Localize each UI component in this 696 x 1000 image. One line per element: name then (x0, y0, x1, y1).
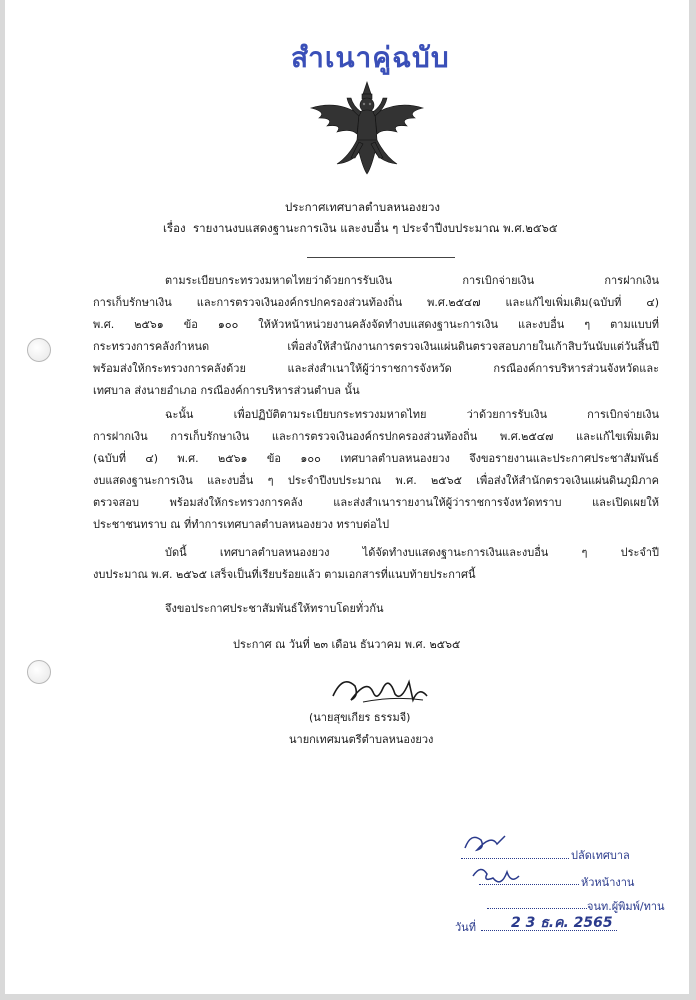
document-page (5, 0, 689, 994)
garuda-emblem-icon (297, 78, 437, 178)
approval-role-1: ปลัดเทศบาล (571, 849, 630, 862)
approval-line-2 (479, 884, 579, 885)
approval-role-2: หัวหน้างาน (581, 876, 635, 889)
paragraph-2 (93, 404, 659, 536)
announcement-title: ประกาศเทศบาลตำบลหนองยวง (285, 200, 441, 214)
paragraph-3 (93, 542, 659, 586)
approval-role-3: จนท.ผู้พิมพ์/ทาน (587, 900, 665, 913)
approval-initial-1 (461, 826, 531, 856)
para2-line: ตรวจสอบ พร้อมส่งให้กระทรวงการคลัง และส่งสำเนารายงานให้ผู้ว่าราชการจังหวัดทราบ และเปิดเผยให้ (93, 496, 659, 509)
approval-date-label: วันที่ (455, 921, 476, 934)
para1-line: พ.ศ. ๒๕๖๑ ข้อ ๑๐๐ ให้หัวหน้าหน่วยงานคลังจัดทำงบแสดงฐานะการเงิน และงบอื่น ๆ ตามแบบที่ (93, 318, 659, 331)
para1-line: กระทรวงการคลังกำหนด เพื่อส่งให้สำนักงานการตรวจเงินแผ่นดินตรวจสอบภายในเก้าสิบวันนับแต่วันสิ้นปี (93, 340, 659, 353)
paragraph-1 (93, 270, 659, 402)
punch-hole-bottom (27, 660, 51, 684)
para1-line: พร้อมส่งให้กระทรวงการคลังด้วย และส่งสำเนาให้ผู้ว่าราชการจังหวัด กรณีองค์การบริหารส่วนจังหวัดและ (93, 362, 659, 375)
approval-initial-2 (467, 858, 547, 892)
signer-position: นายกเทศมนตรีตำบลหนองยวง (289, 733, 434, 746)
para1-line: การเก็บรักษาเงิน และการตรวจเงินองค์กรปกครองส่วนท้องถิ่น พ.ศ.๒๕๔๗ และแก้ไขเพิ่มเติม(ฉบับที่ ๔) (93, 296, 659, 309)
copy-stamp: สำเนาคู่ฉบับ (291, 41, 450, 74)
title-divider (307, 257, 455, 258)
date-line: ประกาศ ณ วันที่ ๒๓ เดือน ธันวาคม พ.ศ. ๒๕๖๕ (233, 638, 461, 651)
para1-line: เทศบาล ส่งนายอำเภอ กรณีองค์การบริหารส่วนตำบล นั้น (93, 384, 360, 397)
subject-label: เรื่อง (163, 221, 186, 235)
para1-line: ตามระเบียบกระทรวงมหาดไทยว่าด้วยการรับเงิน การเบิกจ่ายเงิน การฝากเงิน (165, 274, 659, 287)
signer-name: (นายสุขเกียร ธรรมจี) (309, 711, 411, 724)
para3-line: บัดนี้ เทศบาลตำบลหนองยวง ได้จัดทำงบแสดงฐานะการเงินและงบอื่น ๆ ประจำปี (165, 546, 659, 559)
para2-line: การฝากเงิน การเก็บรักษาเงิน และการตรวจเงินองค์กรปกครองส่วนท้องถิ่น พ.ศ.๒๕๔๗ และแก้ไขเพิ่มเติม (93, 430, 659, 443)
punch-hole-top (27, 338, 51, 362)
para3-line: งบประมาณ พ.ศ. ๒๕๖๕ เสร็จเป็นที่เรียบร้อยแล้ว ตามเอกสารที่แนบท้ายประกาศนี้ (93, 568, 476, 581)
para2-line: ฉะนั้น เพื่อปฏิบัติตามระเบียบกระทรวงมหาดไทย ว่าด้วยการรับเงิน การเบิกจ่ายเงิน (165, 408, 659, 421)
subject-text: รายงานงบแสดงฐานะการเงิน และงบอื่น ๆ ประจำปีงบประมาณ พ.ศ.๒๕๖๕ (192, 221, 558, 235)
para2-line: ประชาชนทราบ ณ ที่ทำการเทศบาลตำบลหนองยวง ทราบต่อไป (93, 518, 390, 531)
para2-line: งบแสดงฐานะการเงิน และงบอื่น ๆ ประจำปีงบประมาณ พ.ศ. ๒๕๖๕ เพื่อส่งให้สำนักตรวจเงินแผ่นดินภูมิภาค (93, 474, 659, 487)
approval-date-value: 2 3 ธ.ค. 2565 (511, 915, 613, 931)
approval-line-3 (487, 908, 587, 909)
closing-line: จึงขอประกาศประชาสัมพันธ์ให้ทราบโดยทั่วกัน (165, 602, 384, 615)
para2-line: (ฉบับที่ ๔) พ.ศ. ๒๕๖๑ ข้อ ๑๐๐ เทศบาลตำบลหนองยวง จึงขอรายงานและประกาศประชาสัมพันธ์ (93, 452, 659, 465)
subject-line (163, 220, 558, 238)
mayor-signature (323, 666, 443, 708)
